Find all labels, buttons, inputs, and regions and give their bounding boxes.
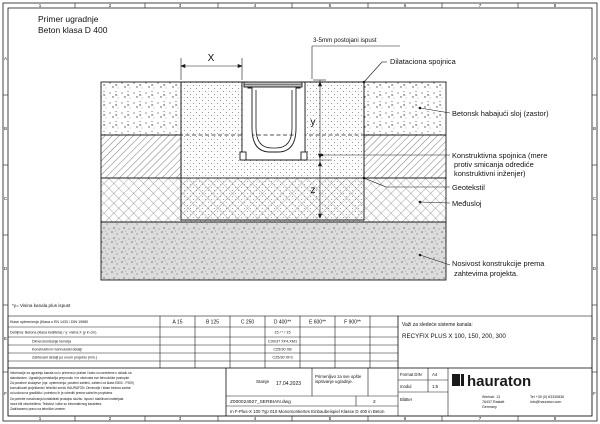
d400-concrete-3: C25/30 XF3 (272, 355, 293, 360)
format-label: Format DIN (400, 372, 422, 377)
wearing-layer-right (364, 82, 446, 135)
date-value: 17.04.2023 (276, 381, 302, 387)
scale-label: modul (400, 384, 412, 389)
col-label: 3 (178, 2, 182, 8)
cross-section (101, 82, 446, 280)
class-b125: B 125 (205, 319, 220, 326)
dimension-x-label: X (207, 53, 215, 64)
row-label: C (592, 196, 597, 201)
col-label: 2 (108, 416, 112, 421)
address-line: 76437 Rastatt (482, 400, 505, 404)
doc-index: 2 (373, 400, 376, 405)
callout-intermediate-layer: Međusloj (452, 199, 482, 208)
row-label: F (593, 391, 596, 396)
col-label: 4 (253, 2, 257, 8)
col-label: 7 (478, 416, 482, 421)
table-row-label: Konstruktivni i tehnološki detalji (32, 347, 82, 352)
d400-concrete-1: C30/37 XF4,XM1 (267, 339, 298, 344)
callout-construction-joint-2: protiv smicanja odrediće (454, 160, 534, 169)
format-value: A4 (432, 372, 438, 377)
class-a15: A 15 (172, 319, 183, 326)
address-line: Germany (482, 405, 497, 409)
note-line: od uslova na gradilištu i potrebno ih je odrediti prema važećim propisima. (10, 391, 113, 395)
stanje-label: Stanje (256, 379, 270, 384)
row-label: E (3, 336, 8, 341)
col-label: 7 (478, 2, 482, 8)
dimension-z-label: z (310, 185, 316, 196)
table-row-label: Zahtevani detalji po ovom projektu (min.) (32, 355, 97, 360)
col-label: 2 (108, 2, 112, 8)
callout-expansion-joint: Dilataciona spojnica (390, 57, 456, 66)
phone: Tel +39 (0) 63330836 (530, 395, 565, 399)
col-label: 4 (253, 416, 257, 421)
base-layer-left (101, 135, 181, 178)
doc-number: Z000024927_SERBIAN.dwg (230, 400, 291, 405)
load-table-classes (172, 320, 360, 326)
load-table-labels (10, 320, 97, 360)
note-line: Zadržavamo pravo na tehničke izmene. (10, 407, 66, 411)
table-row-label: Klase opterećenja (Klasa u EN 1433 / DIN 19580 (10, 320, 89, 324)
note-line: Za posebne slučajeve (npr. opterećenja, posebni zahtevi, zahtevi od klase E600 - F900) (10, 381, 134, 385)
gap-note: 3-5mm postojani ispust (313, 37, 377, 44)
row-label: B (592, 126, 597, 131)
row-label: C (3, 196, 8, 201)
row-label: A (592, 56, 597, 61)
drawing-title: Primer ugradnje (38, 14, 99, 24)
notes-text (10, 371, 134, 411)
sheet-label: Blätter (400, 397, 413, 402)
gap-leader (312, 46, 400, 79)
callout-construction-joint-3: konstruktivni inženjer) (454, 169, 526, 178)
row-label: A (3, 56, 8, 61)
note-line: mora biti obezbeđena. Tekstovi i slike su informativnog karaktera. (10, 402, 103, 406)
table-row-label: Dimenzionisanje temelja (32, 339, 71, 344)
subbase-layer (101, 222, 446, 280)
logo-text: hauraton (467, 373, 532, 390)
address-line: Werkstr. 13 (482, 395, 501, 399)
class-d400: D 400** (273, 319, 292, 326)
col-label: 8 (553, 2, 557, 8)
drawing-subtitle: Beton klasa D 400 (38, 25, 108, 35)
dimension-y-label: y (310, 117, 316, 128)
d400-concrete-2: C25/30 XB (273, 347, 292, 352)
doc-description: In F-Plus-X 100 Typ 010 Monomontiertes Einbaubeispiel Klasse D 400 in Beton (230, 409, 385, 414)
class-e600: E 600** (309, 319, 326, 326)
col-label: 5 (328, 416, 332, 421)
d400-thickness: 15 / * / 15 (274, 330, 291, 335)
class-c250: C 250 (240, 319, 255, 326)
approval-text-2: ispitivanje ugradnje. (315, 379, 353, 384)
col-label: 5 (328, 2, 332, 8)
callout-wearing-layer: Betonsk habajući sloj (zastor) (452, 109, 549, 118)
row-label: B (3, 126, 8, 131)
table-row-label: Debljina: Betona (klasa kvaliteta) / y: visina X (y in cm) (10, 330, 97, 335)
email: info@hauraton.com (530, 400, 562, 404)
class-f900: F 900** (344, 319, 361, 326)
wearing-layer-left (101, 82, 181, 135)
row-label: F (4, 391, 7, 396)
scale-value: 1:5 (432, 384, 439, 389)
hauraton-logo (452, 373, 531, 390)
col-label: 8 (553, 416, 557, 421)
approval-text: Primenljivo za sve opšte (315, 374, 362, 379)
col-label: 3 (178, 416, 182, 421)
row-label: D (592, 266, 597, 271)
note-line: Informacije za ugradnju kanala su iz primera iz prakse i kako su navedene u skladu sa (10, 371, 132, 375)
callout-construction-joint-1: Konstruktivna spojnica (mere (452, 151, 548, 160)
callout-geotextile: Geotekstil (452, 183, 485, 192)
system-label: Važi za sledeće sisteme kanala: (402, 322, 473, 328)
note-line: standardom. Ugradnja predstavlja preporuku i ne obuhvata sve tehnološke postupke. (10, 376, 130, 380)
note-line: Za potrebe naručivanja kontaktirati prodajnu službu. Ispust i stabilnost materijala (10, 397, 124, 401)
callout-subbase-2: zahtevima projekta. (454, 269, 519, 278)
note-line: konsultovati projektanta i tehnički servis HAURATON. Dimenzije i klase betona zavise (10, 386, 131, 390)
callout-subbase-1: Nosivost konstrukcije prema (452, 259, 545, 268)
col-label: 6 (403, 2, 407, 8)
col-label: 1 (38, 416, 42, 421)
row-label: E (592, 336, 597, 341)
concrete-bedding (181, 82, 364, 220)
col-label: 1 (38, 2, 42, 8)
base-layer-right (364, 135, 446, 178)
row-label: D (3, 266, 8, 271)
system-value: RECYFIX PLUS X 100, 150, 200, 300 (402, 333, 506, 340)
col-label: 6 (403, 416, 407, 421)
footnote: *y= Visina kanala plus ispust (12, 303, 71, 308)
